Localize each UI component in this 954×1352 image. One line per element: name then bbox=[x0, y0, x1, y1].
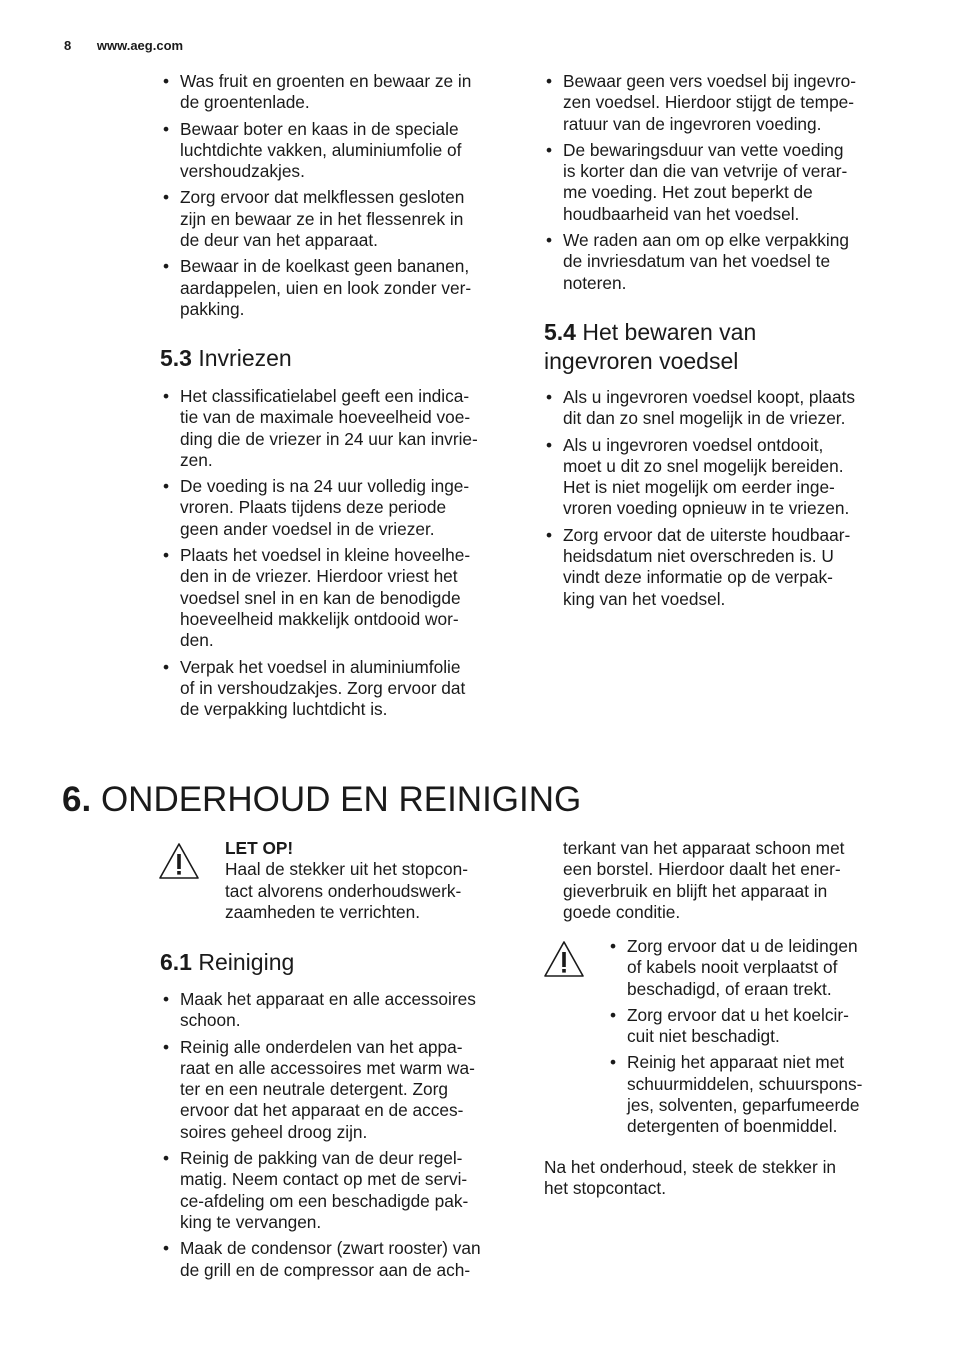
right-column-top bbox=[546, 71, 906, 299]
warning-box-cleaning bbox=[543, 936, 908, 1143]
list-item: • Zorg ervoor dat u de leidingen of kabels nooit verplaatst of beschadigd, of eraan trekt. bbox=[610, 936, 908, 1000]
page-header bbox=[64, 38, 183, 53]
list-item: • Bewaar boter en kaas in de speciale luchtdichte vakken, aluminiumfolie of vershoudzakjes. bbox=[163, 119, 513, 183]
warning-title: LET OP! bbox=[225, 838, 294, 858]
list-item: • Als u ingevroren voedsel ontdooit, moet u dit zo snel mogelijk bereiden. Het is niet mogelijk om eerder inge- vroren voeding opnieuw in te vriezen. bbox=[546, 435, 906, 520]
closing-text: Na het onderhoud, steek de stekker in het stopcontact. bbox=[544, 1157, 837, 1199]
list-item: • De bewaringsduur van vette voeding is korter dan die van vetvrije of verar- me voeding. Het zout beperkt de houdbaarheid van het voedsel. bbox=[546, 140, 906, 225]
list-item: • Maak het apparaat en alle accessoires schoon. bbox=[163, 989, 523, 1032]
left-column-top bbox=[163, 71, 513, 325]
list-item: • Reinig de pakking van de deur regel- matig. Neem contact op met de servi- ce-afdeling om een beschadigde pak- king te vervangen. bbox=[163, 1148, 523, 1233]
list-item: • Reinig alle onderdelen van het appa- raat en alle accessoires met warm wa- ter en een neutrale detergent. Zorg ervoor dat het apparaat en de acces- soires geheel droog zijn. bbox=[163, 1037, 523, 1143]
page-number: 8 bbox=[64, 38, 72, 53]
section-5-4 bbox=[544, 318, 904, 376]
list-item: • Bewaar in de koelkast geen bananen, aardappelen, uien en look zonder ver- pakking. bbox=[163, 256, 513, 320]
section-title: Reiniging bbox=[198, 949, 295, 975]
chapter-heading bbox=[62, 778, 581, 822]
storage-tips-list bbox=[163, 71, 513, 320]
section-6-1 bbox=[160, 948, 510, 977]
warning-icon bbox=[543, 940, 585, 978]
section-heading-6-1 bbox=[160, 948, 510, 977]
section-6-1-list bbox=[163, 989, 523, 1286]
list-item: • Zorg ervoor dat melkflessen gesloten zijn en bewaar ze in het flessenrek in de deur van het apparaat. bbox=[163, 187, 513, 251]
list-item: • Als u ingevroren voedsel koopt, plaats dit dan zo snel mogelijk in de vriezer. bbox=[546, 387, 906, 430]
chapter-number: 6. bbox=[62, 780, 92, 819]
chapter-title: ONDERHOUD EN REINIGING bbox=[100, 780, 582, 819]
list-item: • Zorg ervoor dat u het koelcir- cuit niet beschadigt. bbox=[610, 1005, 908, 1048]
section-number: 6.1 bbox=[160, 949, 192, 975]
section-heading-5-3 bbox=[160, 344, 510, 373]
section-number: 5.3 bbox=[160, 345, 192, 371]
list-item: • Verpak het voedsel in aluminiumfolie of in vershoudzakjes. Zorg ervoor dat de verpakking luchtdicht is. bbox=[163, 657, 518, 721]
list-item: • Het classificatielabel geeft een indica- tie van de maximale hoeveelheid voe- ding die de vriezer in 24 uur kan invrie- zen. bbox=[163, 386, 518, 471]
list-item: • De voeding is na 24 uur volledig inge- vroren. Plaats tijdens deze periode geen ander voedsel in de vriezer. bbox=[163, 476, 518, 540]
section-5-3 bbox=[160, 344, 510, 373]
warning-icon bbox=[158, 842, 200, 880]
list-item: • Maak de condensor (zwart rooster) van de grill en de compressor aan de ach- bbox=[163, 1238, 523, 1281]
continuation-text: terkant van het apparaat schoon met een borstel. Hierdoor daalt het ener- gieverbruik en blijft het apparaat in goede conditie. bbox=[563, 838, 845, 922]
section-5-3-list bbox=[163, 386, 518, 725]
list-item: • Was fruit en groenten en bewaar ze in de groentenlade. bbox=[163, 71, 513, 114]
list-item: • Zorg ervoor dat de uiterste houdbaar- heidsdatum niet overschreden is. U vindt deze informatie op de verpak- king van het voedsel. bbox=[546, 525, 906, 610]
list-item: • Reinig het apparaat niet met schuurmiddelen, schuurspons- jes, solventen, geparfumeerde detergenten of boenmiddel. bbox=[610, 1052, 908, 1137]
section-5-4-list bbox=[546, 387, 906, 615]
website-url: www.aeg.com bbox=[96, 38, 184, 53]
list-item: • Bewaar geen vers voedsel bij ingevro- zen voedsel. Hierdoor stijgt de tempe- ratuur van de ingevroren voeding. bbox=[546, 71, 906, 135]
section-number: 5.4 bbox=[544, 319, 576, 345]
list-item: • Plaats het voedsel in kleine hoveelhe- den in de vriezer. Hierdoor vriest het voedsel snel in en kan de benodigde hoeveelheid makkelijk ontdooid wor- den. bbox=[163, 545, 518, 651]
section-heading-5-4 bbox=[544, 318, 904, 376]
section-title: Het bewaren van ingevroren voedsel bbox=[544, 319, 757, 374]
list-item: • We raden aan om op elke verpakking de invriesdatum van het voedsel te noteren. bbox=[546, 230, 906, 294]
warning-text: Haal de stekker uit het stopcon- tact alvorens onderhoudswerk- zaamheden te verrichten. bbox=[225, 859, 469, 922]
warning-box-unplug bbox=[158, 838, 518, 923]
section-title: Invriezen bbox=[198, 345, 292, 371]
